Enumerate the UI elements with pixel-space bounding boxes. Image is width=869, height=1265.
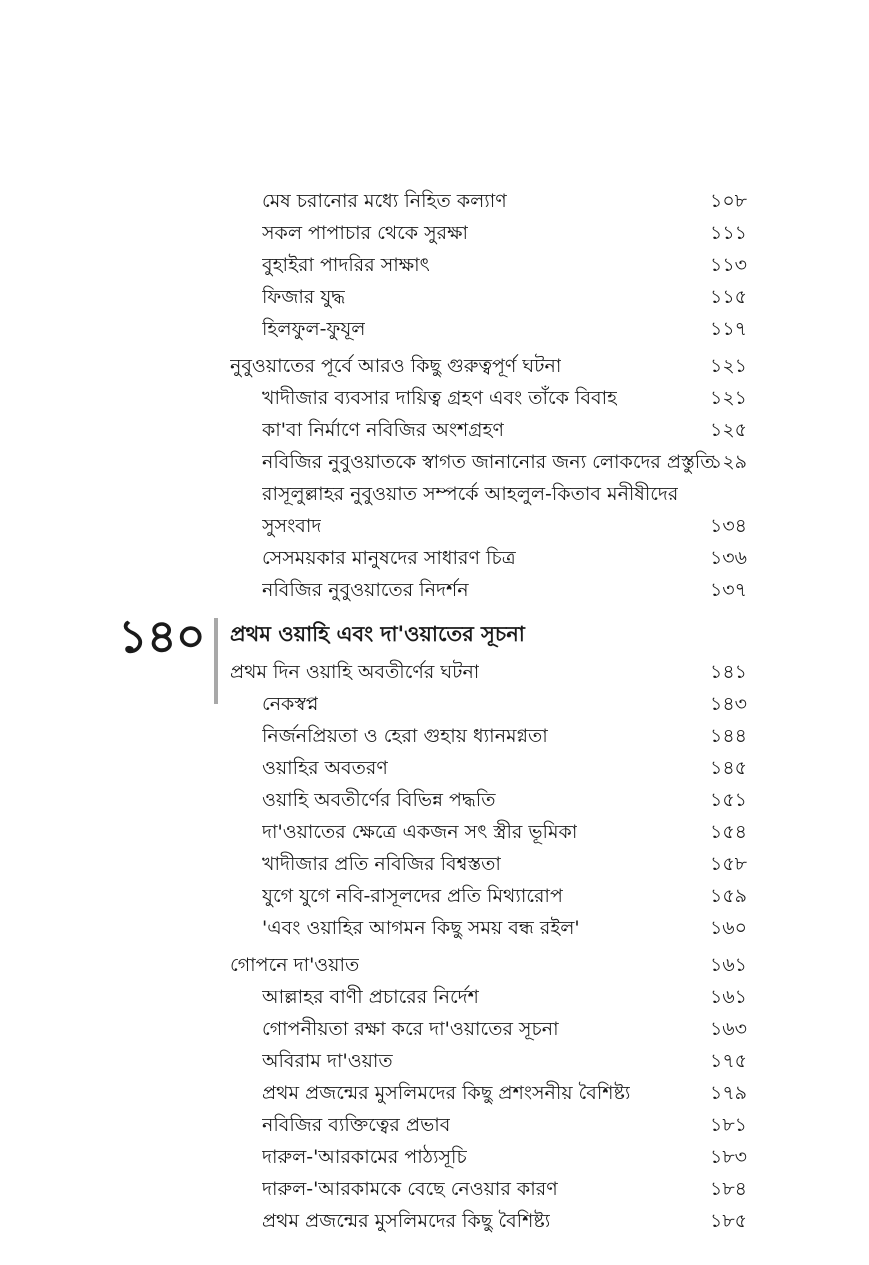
toc-subsection-entry	[262, 1144, 747, 1170]
toc-entry-page-number: ১৮১	[710, 1114, 747, 1136]
toc-entry-title: যুগে যুগে নবি-রাসূলদের প্রতি মিথ্যারোপ	[262, 885, 563, 907]
toc-entry-title: প্রথম প্রজন্মের মুসলিমদের কিছু বৈশিষ্ট্য	[262, 1210, 551, 1232]
toc-subsection-entry	[262, 1080, 747, 1106]
toc-entry-page-number: ১৩৬	[709, 547, 747, 569]
toc-entry-page-number: ১৬৩	[709, 1018, 747, 1040]
toc-entry-page-number: ১৮৪	[710, 1178, 747, 1200]
toc-entry-page-number: ১৬১	[709, 986, 747, 1008]
toc-entry-title: প্রথম দিন ওয়াহি অবতীর্ণের ঘটনা	[230, 661, 480, 683]
toc-entry-title: সেসময়কার মানুষদের সাধারণ চিত্র	[262, 547, 516, 569]
toc-entry-page-number: ১৭৯	[709, 1082, 747, 1104]
toc-entry-page-number: ১২৫	[709, 419, 747, 441]
toc-subsection-entry	[262, 188, 747, 214]
toc-entry-title: হিলফুল-ফুযূল	[262, 318, 366, 340]
toc-subsection-entry	[262, 316, 747, 342]
toc-section-entry	[230, 353, 747, 379]
toc-subsection-entry	[262, 513, 747, 539]
toc-subsection-entry	[262, 851, 747, 877]
toc-section-entry	[230, 659, 747, 685]
toc-entry-page-number: ১৭৫	[709, 1050, 747, 1072]
toc-entry-title: নুবুওয়াতের পূর্বে আরও কিছু গুরুত্বপূর্ণ ঘটনা	[230, 355, 562, 377]
chapter-title: প্রথম ওয়াহি এবং দা'ওয়াতের সূচনা	[230, 622, 525, 646]
toc-subsection-entry	[262, 755, 747, 781]
toc-subsection-entry	[262, 385, 747, 411]
toc-entry-title: ওয়াহির অবতরণ	[262, 757, 388, 779]
toc-entry-title: প্রথম প্রজন্মের মুসলিমদের কিছু প্রশংসনীয় বৈশিষ্ট্য	[262, 1082, 631, 1104]
toc-entry-title: সুসংবাদ	[262, 515, 322, 537]
toc-entry-title: গোপনীয়তা রক্ষা করে দা'ওয়াতের সূচনা	[262, 1018, 559, 1040]
toc-entry-title: অবিরাম দা'ওয়াত	[262, 1050, 393, 1072]
toc-entry-title: রাসূলুল্লাহর নুবুওয়াত সম্পর্কে আহলুল-কিতাব মনীষীদের	[262, 483, 679, 505]
toc-entry-title: বুহাইরা পাদরির সাক্ষাৎ	[262, 254, 430, 276]
toc-subsection-entry	[262, 417, 747, 443]
toc-subsection-entry	[262, 449, 747, 475]
toc-subsection-entry	[262, 723, 747, 749]
toc-entry-title: 'এবং ওয়াহির আগমন কিছু সময় বন্ধ রইল'	[262, 917, 580, 939]
toc-entry-page-number: ১২১	[709, 387, 747, 409]
toc-entry-title: সকল পাপাচার থেকে সুরক্ষা	[262, 222, 468, 244]
chapter-number: ১৪০	[118, 609, 205, 663]
toc-entry-title: মেষ চরানোর মধ্যে নিহিত কল্যাণ	[262, 190, 507, 212]
toc-subsection-entry	[262, 1208, 747, 1234]
toc-entry-page-number: ১৬০	[709, 917, 747, 939]
toc-entry-title: কা'বা নির্মাণে নবিজির অংশগ্রহণ	[262, 419, 505, 441]
toc-section-entry	[230, 952, 747, 978]
toc-entry-title: নির্জনপ্রিয়তা ও হেরা গুহায় ধ্যানমগ্নতা	[262, 725, 548, 747]
toc-entry-page-number: ১৪১	[710, 661, 747, 683]
toc-subsection-entry	[262, 284, 747, 310]
toc-entry-page-number: ১৬১	[709, 954, 747, 976]
toc-entry-page-number: ১৮৩	[709, 1146, 747, 1168]
toc-entry-page-number: ১১৭	[709, 318, 747, 340]
chapter-divider-bar	[214, 618, 218, 704]
toc-entry-page-number: ১৪৩	[709, 693, 747, 715]
toc-entry-title: নবিজির ব্যক্তিত্বের প্রভাব	[262, 1114, 451, 1136]
toc-entry-page-number: ১২৯	[709, 451, 747, 473]
toc-entry-page-number: ১১১	[710, 222, 747, 244]
toc-subsection-entry	[262, 915, 747, 941]
toc-entry-page-number: ১৮৫	[710, 1210, 747, 1232]
toc-entry-page-number: ১৫৯	[710, 885, 747, 907]
toc-entry-title: দা'ওয়াতের ক্ষেত্রে একজন সৎ স্ত্রীর ভূমিকা	[262, 821, 578, 843]
toc-entry-page-number: ১৪৫	[710, 757, 747, 779]
toc-entry-page-number: ১৩৪	[709, 515, 747, 537]
toc-entry-page-number: ১৫১	[710, 789, 747, 811]
toc-subsection-entry	[262, 883, 747, 909]
toc-subsection-entry	[262, 545, 747, 571]
toc-subsection-entry	[262, 577, 747, 603]
toc-subsection-entry	[262, 819, 747, 845]
toc-entry-title: দারুল-'আরকামের পাঠ্যসূচি	[262, 1146, 467, 1168]
toc-entry-title: দারুল-'আরকামকে বেছে নেওয়ার কারণ	[262, 1178, 558, 1200]
toc-subsection-entry	[262, 1176, 747, 1202]
toc-subsection-entry	[262, 1112, 747, 1138]
toc-entry-page-number: ১১৩	[709, 254, 747, 276]
toc-entry-title: নবিজির নুবুওয়াতকে স্বাগত জানানোর জন্য লোকদের প্রস্তুতি	[262, 451, 715, 473]
toc-entry-page-number: ১০৮	[709, 190, 747, 212]
toc-subsection-entry	[262, 252, 747, 278]
toc-entry-title: ওয়াহি অবতীর্ণের বিভিন্ন পদ্ধতি	[262, 789, 496, 811]
toc-entry-title: ফিজার যুদ্ধ	[262, 286, 346, 308]
toc-entry-page-number: ১৩৭	[709, 579, 747, 601]
toc-entry-page-number: ১৫৮	[710, 853, 747, 875]
toc-subsection-entry	[262, 1048, 747, 1074]
toc-entry-page-number: ১৪৪	[710, 725, 747, 747]
toc-subsection-entry	[262, 481, 747, 507]
toc-entry-page-number: ১২১	[709, 355, 747, 377]
toc-entry-title: খাদীজার ব্যবসার দায়িত্ব গ্রহণ এবং তাঁকে বিবাহ	[262, 387, 618, 409]
toc-entry-page-number: ১১৫	[710, 286, 747, 308]
toc-entry-title: নেকস্বপ্ন	[262, 693, 319, 715]
toc-subsection-entry	[262, 787, 747, 813]
toc-subsection-entry	[262, 984, 747, 1010]
toc-subsection-entry	[262, 691, 747, 717]
toc-subsection-entry	[262, 1016, 747, 1042]
toc-subsection-entry	[262, 220, 747, 246]
toc-entry-title: আল্লাহর বাণী প্রচারের নির্দেশ	[262, 986, 479, 1008]
toc-entry-title: নবিজির নুবুওয়াতের নিদর্শন	[262, 579, 469, 601]
toc-entry-page-number: ১৫৪	[710, 821, 747, 843]
toc-entry-title: খাদীজার প্রতি নবিজির বিশ্বস্ততা	[262, 853, 501, 875]
toc-entry-title: গোপনে দা'ওয়াত	[230, 954, 360, 976]
